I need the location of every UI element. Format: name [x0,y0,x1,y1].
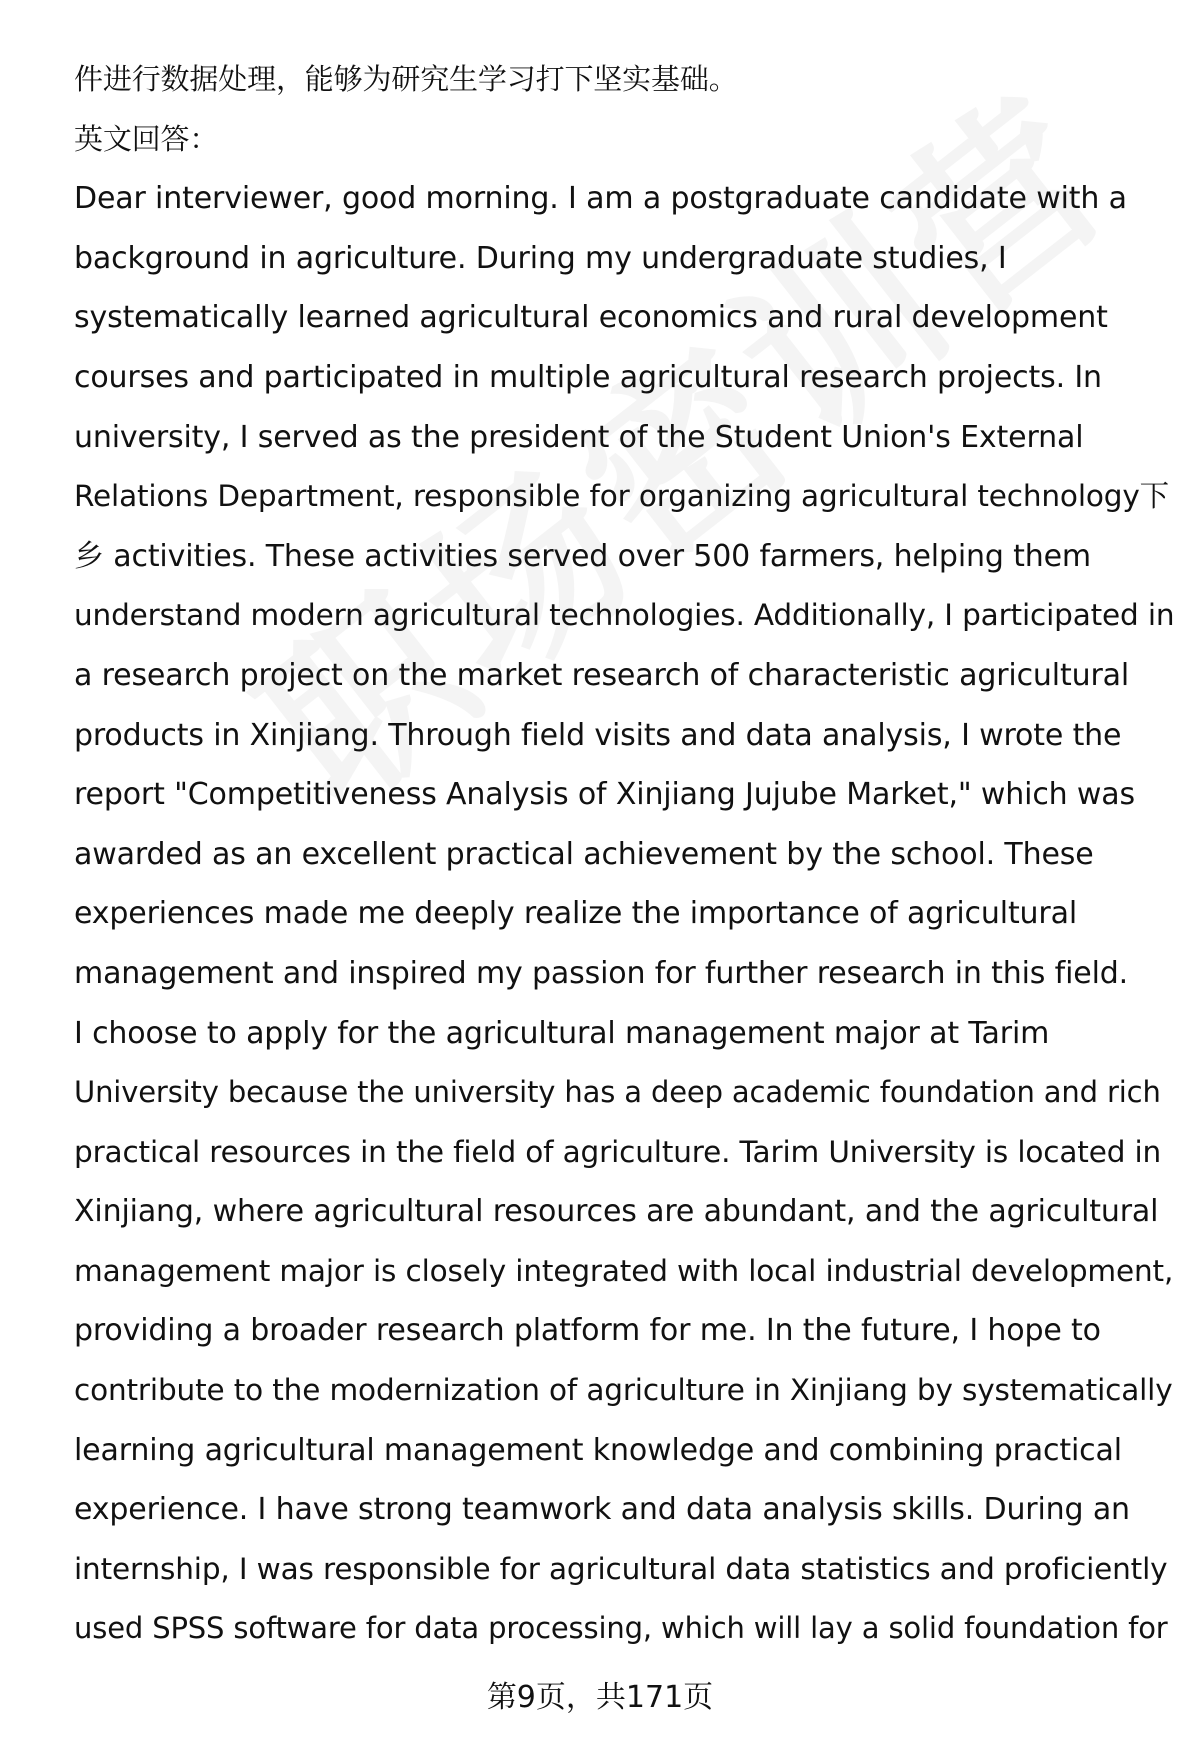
text-line: background in agriculture. During my undergraduate studies, I [74,240,1007,276]
text-line: management and inspired my passion for further research in this field. [74,955,1129,991]
text-line: a research project on the market research of characteristic agricultural [74,657,1130,693]
text-line: learning agricultural management knowledge and combining practical [74,1432,1122,1468]
text-line: Dear interviewer, good morning. I am a postgraduate candidate with a [74,181,1127,217]
page-number-footer: 第9页，共171页 [486,1680,714,1715]
text-line: university, I served as the president of the Student Union's External [74,419,1084,455]
text-line: systematically learned agricultural economics and rural development [74,300,1108,336]
text-line: report "Competitiveness Analysis of Xinjiang Jujube Market," which was [74,777,1136,813]
text-line: providing a broader research platform for me. In the future, I hope to [74,1313,1101,1349]
text-line: Relations Department, responsible for organizing agricultural technology下 [74,479,1170,514]
text-line: awarded as an excellent practical achievement by the school. These [74,836,1094,872]
text-line: experiences made me deeply realize the importance of agricultural [74,896,1078,932]
text-line: 乡 activities. These activities served over 500 farmers, helping them [74,538,1092,574]
text-line: management major is closely integrated with local industrial development, [74,1253,1174,1288]
text-line: contribute to the modernization of agriculture in Xinjiang by systematically [74,1373,1173,1408]
text-line: products in Xinjiang. Through field visits and data analysis, I wrote the [74,717,1122,753]
text-line: University because the university has a deep academic foundation and rich [74,1075,1161,1110]
text-line: used SPSS software for data processing, which will lay a solid foundation for [74,1611,1168,1646]
text-line: experience. I have strong teamwork and data analysis skills. During an [74,1492,1130,1528]
text-line: Xinjiang, where agricultural resources are abundant, and the agricultural [74,1194,1159,1230]
text-line: 件进行数据处理，能够为研究生学习打下坚实基础。 [74,62,738,96]
text-line: internship, I was responsible for agricultural data statistics and proficiently [74,1551,1168,1586]
section-label-english-answer: 英文回答： [74,121,219,156]
body-text [74,50,1174,1659]
text-line: I choose to apply for the agricultural management major at Tarim [74,1015,1050,1051]
text-line: courses and participated in multiple agricultural research projects. In [74,359,1102,395]
text-line: understand modern agricultural technologies. Additionally, I participated in [74,598,1175,633]
text-line: practical resources in the field of agriculture. Tarim University is located in [74,1134,1162,1169]
